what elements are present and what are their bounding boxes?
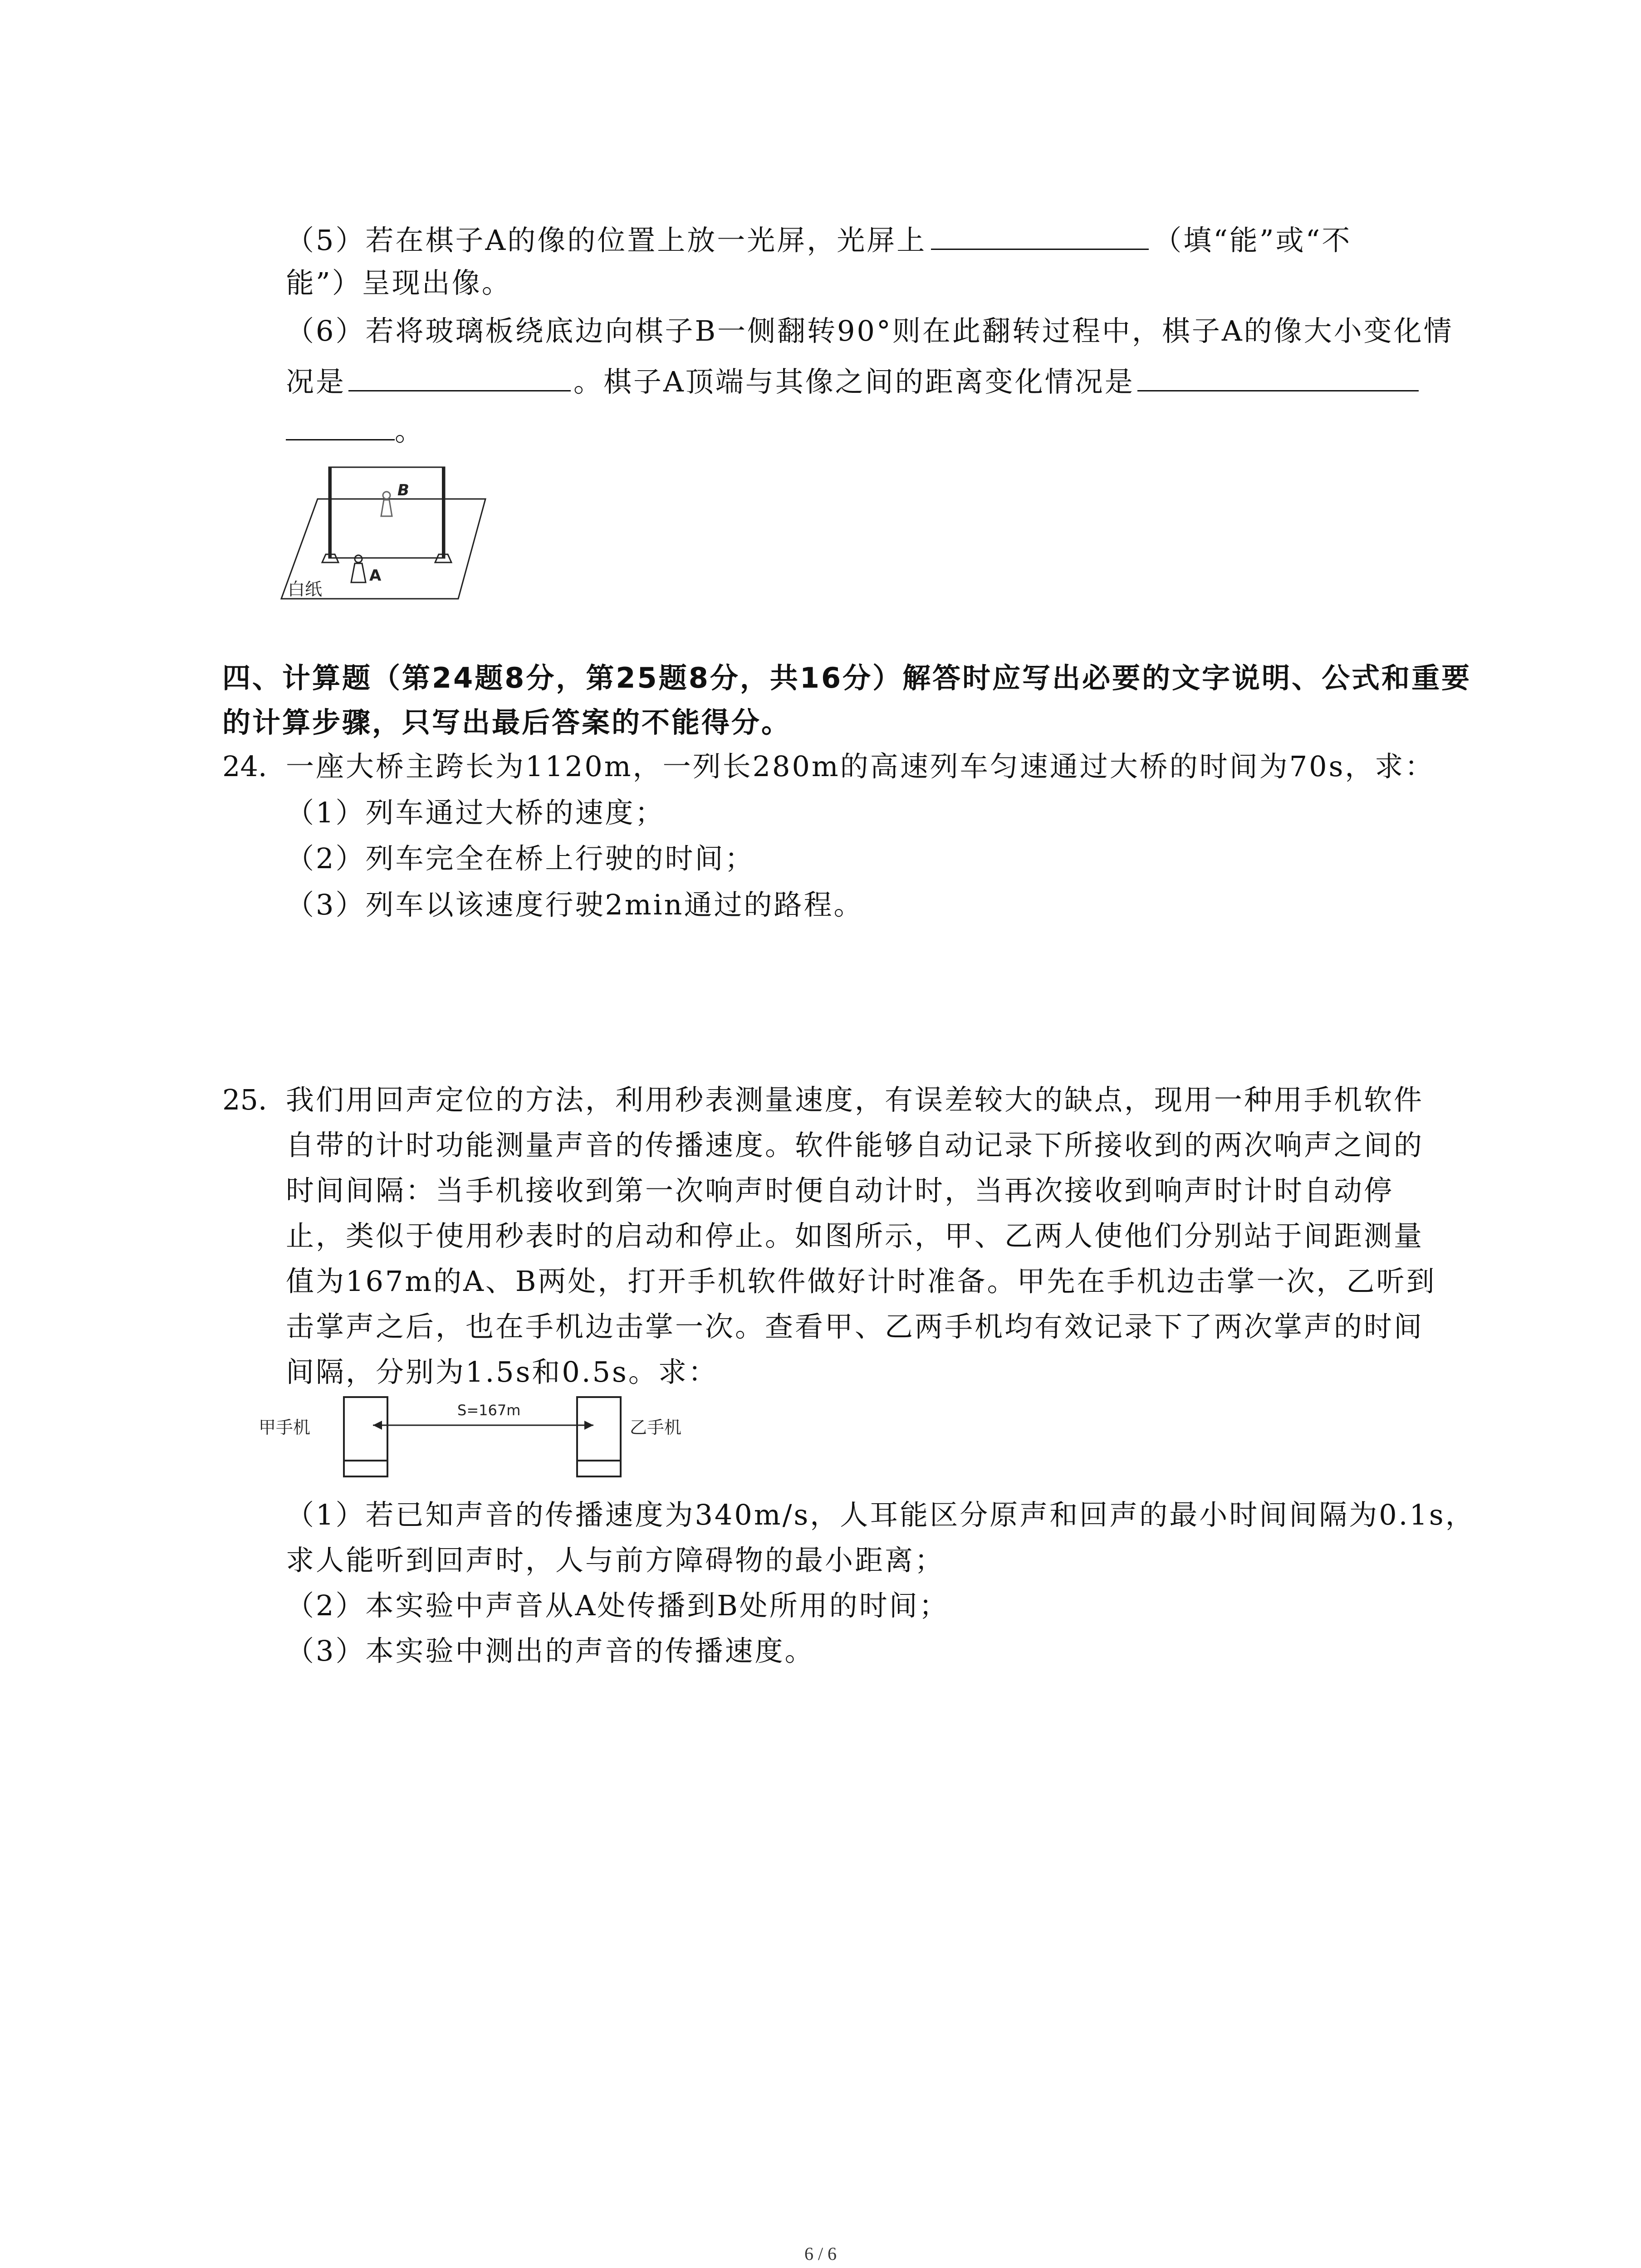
q25-sub1-line2: 求人能听到回声时，人与前方障碍物的最小距离；	[286, 1544, 945, 1577]
distance-label: S=167m	[457, 1402, 521, 1419]
q25-stem-line: 止，类似于使用秒表时的启动和停止。如图所示，甲、乙两人使他们分别站于间距测量	[286, 1219, 1424, 1252]
q25-stem-line: 值为167m的A、B两处，打开手机软件做好计时准备。甲先在手机边击掌一次，乙听到	[286, 1265, 1436, 1298]
q23-item6-line1: （6）若将玻璃板绕底边向棋子B一侧翻转90°则在此翻转过程中，棋子A的像大小变化情	[286, 314, 1454, 347]
q23-item5-line2: 能”）呈现出像。	[286, 266, 512, 299]
phones-distance-figure	[259, 1393, 694, 1483]
label-b: B	[397, 481, 409, 499]
q23-item6-line2: 况是 。棋子A顶端与其像之间的距离变化情况是	[286, 363, 1419, 400]
q23-item5-line1: （5）若在棋子A的像的位置上放一光屏，光屏上 （填“能”或“不	[286, 221, 1352, 259]
q23-item6-line3: 。	[286, 412, 425, 449]
section-heading-line1: 四、计算题（第24题8分，第25题8分，共16分）解答时应写出必要的文字说明、公式和重要	[222, 661, 1472, 694]
glass-plate-figure	[272, 458, 508, 608]
phone-a-icon	[344, 1397, 387, 1476]
answer-blank[interactable]	[931, 221, 1149, 250]
chess-piece-a	[351, 555, 366, 582]
q24-sub3: （3）列车以该速度行驶2min通过的路程。	[286, 888, 864, 921]
q25-stem-line: 时间间隔：当手机接收到第一次响声时便自动计时，当再次接收到响声时计时自动停	[286, 1174, 1394, 1207]
q25-sub2: （2）本实验中声音从A处传播到B处所用的时间；	[286, 1589, 949, 1622]
q25-sub1-line1: （1）若已知声音的传播速度为340m/s，人耳能区分原声和回声的最小时间间隔为0.1s，	[286, 1498, 1475, 1531]
q24-stem: 一座大桥主跨长为1120m，一列长280m的高速列车匀速通过大桥的时间为70s，求：	[286, 750, 1435, 783]
answer-blank[interactable]	[348, 363, 571, 391]
q24-sub1: （1）列车通过大桥的速度；	[286, 796, 665, 829]
glass-plate	[329, 467, 445, 558]
q24-sub2: （2）列车完全在桥上行驶的时间；	[286, 842, 755, 875]
q25-stem-line: 我们用回声定位的方法，利用秒表测量速度，有误差较大的缺点，现用一种用手机软件	[286, 1083, 1424, 1116]
answer-blank[interactable]	[286, 412, 395, 440]
q25-stem-line: 击掌声之后，也在手机边击掌一次。查看甲、乙两手机均有效记录下了两次掌声的时间	[286, 1310, 1424, 1343]
q25-stem-line: 间隔，分别为1.5s和0.5s。求：	[286, 1355, 718, 1388]
q25-stem-line: 自带的计时功能测量声音的传播速度。软件能够自动记录下所接收到的两次响声之间的	[286, 1129, 1424, 1162]
page-number: 6 / 6	[804, 2244, 837, 2264]
chess-piece-b	[381, 492, 392, 516]
question-number-24: 24.	[222, 750, 267, 783]
q25-sub3: （3）本实验中测出的声音的传播速度。	[286, 1634, 815, 1667]
section-heading-line2: 的计算步骤，只写出最后答案的不能得分。	[222, 706, 792, 739]
answer-blank[interactable]	[1137, 363, 1419, 391]
phone-a-label: 甲手机	[259, 1418, 311, 1437]
white-paper-label: 白纸	[288, 579, 323, 599]
phone-b-icon	[577, 1397, 621, 1476]
phone-b-label: 乙手机	[630, 1418, 682, 1437]
question-number-25: 25.	[222, 1083, 267, 1116]
label-a: A	[369, 567, 382, 585]
distance-arrow	[373, 1421, 593, 1430]
